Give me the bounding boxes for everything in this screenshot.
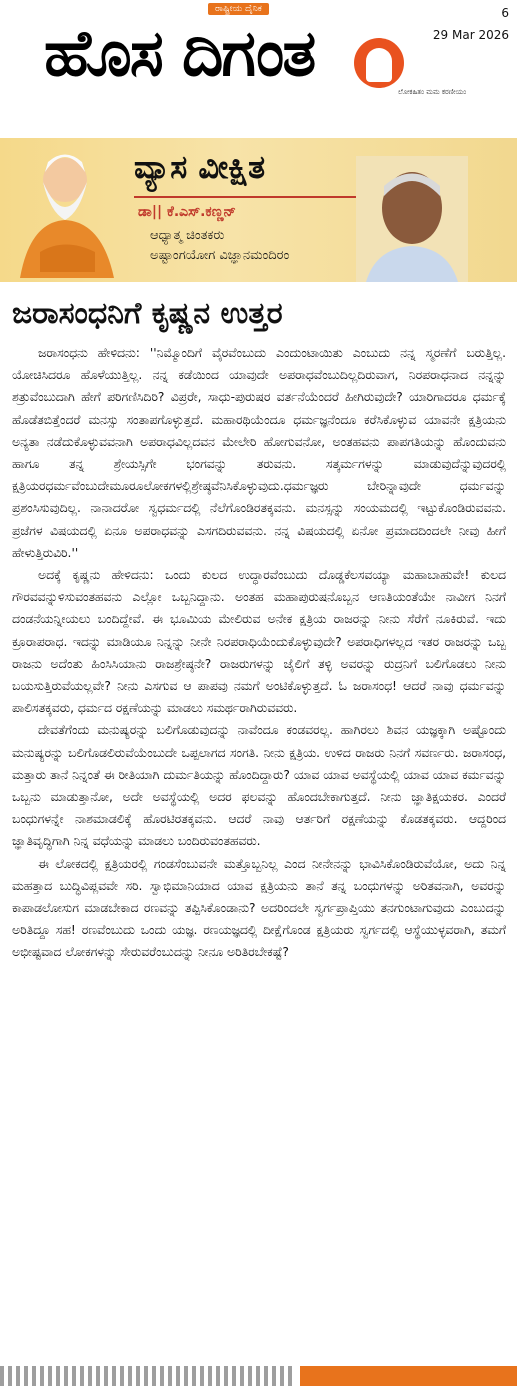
page-number: 6: [501, 6, 509, 20]
masthead: [0, 0, 517, 118]
article-paragraph: ಈ ಲೋಕದಲ್ಲಿ ಕ್ಷತ್ರಿಯರಲ್ಲಿ ಗಂಡಸೆಂಬುವನೇ ಮತ್ತೊಬ್ಬನಿಲ್ಲ ಎಂದ ನೀನೇನನ್ನು ಭಾವಿಸಿಕೊಂಡಿರುವೆಯೋ, ಅದು ನಿನ್ನ ಮಹತ್ತಾದ ಬುದ್ಧಿವಿಪ್ಲವವೇ ಸರಿ. ಸ್ವಾಭಿಮಾನಿಯಾದ ಯಾವ ಕ್ಷತ್ರಿಯನು ತಾನೆ ತನ್ನ ಬಂಧುಗಳನ್ನು ಅರಿತವನಾಗಿ, ಅವರನ್ನು ಕಾಪಾಡಲೋಸುಗ ಮಾಡಬೇಕಾದ ರಣವನ್ನು ತಪ್ಪಿಸಿಕೊಂಡಾನು? ಅದರಿಂದಲೇ ಸ್ವರ್ಗಪ್ರಾಪ್ತಿಯು ತನಗುಂಟಾಗುವುದು ಎಂಬುದನ್ನು ಅರಿತಿದ್ದೂ ಸಹ! ರಣವೆಂಬುದು ಒಂದು ಯಜ್ಞ. ರಣಯಜ್ಞದಲ್ಲಿ ದೀಕ್ಷೆಗೊಂಡ ಕ್ಷತ್ರಿಯರು ಸ್ವರ್ಗದಲ್ಲಿ ಆಸ್ಥೆಯುಳ್ಳವರಾಗಿ, ತಮಗೆ ಅಭೀಷ್ಟವಾದ ಲೋಕಗಳನ್ನು ಸೇರುವರೆಂಬುದನ್ನು ನೀನೂ ಅರಿತಿರಬೇಕಷ್ಟೆ?: [12, 856, 506, 960]
author-role: ಆಧ್ಯಾತ್ಮ ಚಿಂತಕರು: [150, 228, 225, 243]
article-body: [12, 342, 506, 964]
footer-bar: [300, 1366, 517, 1386]
issue-date: 29 Mar 2026: [432, 28, 509, 42]
figure-emblem-icon: [366, 48, 392, 82]
article-paragraph: ಅದಕ್ಕೆ ಕೃಷ್ಣನು ಹೇಳಿದನು: ಒಂದು ಕುಲದ ಉದ್ಧಾರವೆಂಬುದು ದೊಡ್ಡಕೆಲಸವಯ್ಯಾ ಮಹಾಬಾಹುವೇ! ಕುಲದ ಗೌರವವನ್ನುಳಿಸುವಂತಹವನು ಎಲ್ಲೋ ಒಬ್ಬನಿದ್ದಾನು. ಅಂತಹ ಮಹಾಪುರುಷನೊಬ್ಬನ ಆಣತಿಯಂತೆಯೇ ನಾವೀಗ ನಿನಗೆ ದಂಡನೆಯನ್ನೀಯಲು ಬಂದಿದ್ದೇವೆ. ಈ ಭೂಮಿಯ ಮೇಲಿರುವ ಅನೇಕ ಕ್ಷತ್ರಿಯ ರಾಜರನ್ನು ನೀನು ಸೆರೆಗೆ ನೂಕಿರುವೆ. ಇದು ಕ್ರೂರಾಪರಾಧ. ಇದನ್ನು ಮಾಡಿಯೂ ನಿನ್ನನ್ನು ನೀನೇ ನಿರಪರಾಧಿಯೆಂದುಕೊಳ್ಳುವುದೇ? ಅಪರಾಧಿಗಳಲ್ಲದ ಇತರ ರಾಜರನ್ನು ಒಬ್ಬ ರಾಜನು ಅದೆಂತು ಹಿಂಸಿಸಿಯಾನು ರಾಜಶ್ರೇಷ್ಠನೇ? ರಾಜರುಗಳನ್ನು ಜೈಲಿಗೆ ತಳ್ಳಿ ಅವರನ್ನು ರುದ್ರನಿಗೆ ಬಲಿಗೊಡಲು ನೀನು ಬಯಸುತ್ತಿರುವೆಯಲ್ಲವೇ? ನೀನು ಎಸಗುವ ಆ ಪಾಪವು ನಮಗೆ ಅಂಟಿಕೊಳ್ಳುತ್ತದೆ. ಓ ಜರಾಸಂಧ! ಆದರೆ ನಾವು ಧರ್ಮವನ್ನು ಪಾಲಿಸತಕ್ಕವರು, ಧರ್ಮದ ರಕ್ಷಣೆಯನ್ನು ಮಾಡಲು ಸಮರ್ಥರಾಗಿರುವವರು.: [12, 568, 506, 716]
author-name: ಡಾ|| ಕೆ.ಎಸ್.ಕಣ್ಣನ್: [138, 204, 236, 220]
tagline: ರಾಷ್ಟ್ರೀಯ ದೈನಿಕ: [208, 3, 269, 15]
article-paragraph: ದೇವತೆಗೆಂದು ಮನುಷ್ಯರನ್ನು ಬಲಿಗೊಡುವುದನ್ನು ನಾವೆಂದೂ ಕಂಡವರಲ್ಲ. ಹಾಗಿರಲು ಶಿವನ ಯಜ್ಞಕ್ಕಾಗಿ ಅಷ್ಟೊಂದು ಮನುಷ್ಯರನ್ನು ಬಲಿಗೊಡಲಿರುವೆಯೆಂಬುದೇ ಒಪ್ಪಲಾಗದ ಸಂಗತಿ. ನೀನು ಕ್ಷತ್ರಿಯ. ಉಳಿದ ರಾಜರು ನಿನಗೆ ಸವರ್ಣರು. ಜರಾಸಂಧ, ಮತ್ತಾರು ತಾನೆ ನಿನ್ನಂತೆ ಈ ರೀತಿಯಾಗಿ ದುರ್ಮತಿಯನ್ನು ಹೊಂದಿದ್ದಾರು? ಯಾವ ಯಾವ ಅವಸ್ಥೆಯಲ್ಲಿ ಯಾವ ಯಾವ ಕರ್ಮವನ್ನು ಒಬ್ಬನು ಮಾಡುತ್ತಾನೋ, ಅದೇ ಅವಸ್ಥೆಯಲ್ಲಿ ಅದರ ಫಲವನ್ನು ಹೊಂದಬೇಕಾಗುತ್ತದೆ. ನೀನು ಜ್ಞಾತಿಕ್ಷಯಕರ. ಎಂದರೆ ಬಂಧುಗಳನ್ನೇ ನಾಶಮಾಡಲಿಕ್ಕೆ ಹೊರಟಿರತಕ್ಕವನು. ಆದರೆ ನಾವು ಆರ್ತರಿಗೆ ರಕ್ಷಣೆಯನ್ನು ಕೊಡತಕ್ಕವರು. ಆದ್ದರಿಂದ ಜ್ಞಾತಿವೃದ್ಧಿಗಾಗಿ ನಿನ್ನ ವಧೆಯನ್ನು ಮಾಡಲು ಬಂದಿರುವಂತಹವರು.: [12, 723, 506, 849]
column-banner: [0, 138, 517, 282]
article-headline: ಜರಾಸಂಧನಿಗೆ ಕೃಷ್ಣನ ಉತ್ತರ: [12, 296, 283, 331]
masthead-motto: ಲೋಕಹಿತಂ ಮಮ ಕರಣೀಯಂ: [398, 88, 467, 96]
footer-stripes: [0, 1366, 296, 1386]
divider: [134, 196, 374, 198]
column-title: ವ್ಯಾಸ ವೀಕ್ಷಿತ: [134, 148, 266, 186]
author-institution: ಅಷ್ಟಾಂಗಯೋಗ ವಿಜ್ಞಾನಮಂದಿರಂ: [150, 248, 290, 263]
author-photo: [356, 156, 468, 282]
sage-illustration: [10, 142, 120, 278]
article-paragraph: ಜರಾಸಂಧನು ಹೇಳಿದನು: ''ನಿಮ್ಮೊಂದಿಗೆ ವೈರವೆಂಬುದು ಎಂದುಂಟಾಯಿತು ಎಂಬುದು ನನ್ನ ಸ್ಮರಣೆಗೆ ಬರುತ್ತಿಲ್ಲ. ಯೋಚಿಸಿದರೂ ಹೊಳೆಯುತ್ತಿಲ್ಲ. ನನ್ನ ಕಡೆಯಿಂದ ಯಾವುದೇ ಅಪರಾಧವೆಂಬುದಿಲ್ಲದಿರುವಾಗ, ನಿರಪರಾಧನಾದ ನನ್ನನ್ನು ಶತ್ರುವೆಂಬುದಾಗಿ ಹೇಗೆ ಪರಿಗಣಿಸಿದಿರಿ? ವಿಪ್ರರೇ, ಸಾಧು-ಪುರುಷರ ವರ್ತನೆಯೆಂದರೆ ಹೀಗಿರುವುದೇ? ಯಾರಿಗಾದರೂ ಧರ್ಮಕ್ಕೆ ಹೊಡೆತಬಿತ್ತೆಂದರೆ ಮನಸ್ಸು ಸಂತಾಪಗೊಳ್ಳುತ್ತದೆ. ಮಹಾರಥಿಯೆಂದೂ ಧರ್ಮಜ್ಞನೆಂದೂ ಕರೆಸಿಕೊಳ್ಳುವ ಯಾವನೇ ಕ್ಷತ್ರಿಯನು ಅನ್ಯತಾ ನಡೆದುಕೊಳ್ಳುವವನಾಗಿ ಅಪರಾಧವಿಲ್ಲದವನ ಮೇಲೇರಿ ಹೋಗುವನೋ, ಅಂತಹವನು ಪಾಪಗತಿಯನ್ನು ಹೊಂದುವನು ಹಾಗೂ ತನ್ನ ಶ್ರೇಯಸ್ಸಿಗೇ ಭಂಗವನ್ನು ತರುವನು. ಸತ್ಕರ್ಮಗಳನ್ನು ಮಾಡುವುದೆನ್ನುವುದರಲ್ಲಿ ಕ್ಷತ್ರಿಯರಧರ್ಮವೆಂಬುದೇಮೂರೂಲೋಕಗಳಲ್ಲಿಶ್ರೇಷ್ಠವೆನಿಸಿಕೊಳ್ಳುವುದು.ಧರ್ಮಜ್ಞರು ಬೇರಿನ್ನಾವುದೇ ಧರ್ಮವನ್ನು ಪ್ರಶಂಸಿಸುವುದಿಲ್ಲ. ನಾನಾದರೋ ಸ್ವಧರ್ಮದಲ್ಲಿ ನೆಲೆಗೊಂಡಿರತಕ್ಕವನು. ಮನಸ್ಸನ್ನು ಸಂಯಮದಲ್ಲಿ ಇಟ್ಟುಕೊಂಡಿರುವವನು. ಪ್ರಜೆಗಳ ವಿಷಯದಲ್ಲಿ ಏನೂ ಅಪರಾಧವನ್ನು ಎಸಗದಿರುವವನು. ನನ್ನ ವಿಷಯದಲ್ಲಿ ಏನೋ ಪ್ರಮಾದದಿಂದಲೇ ನೀವು ಹೀಗೆ ಹೇಳುತ್ತಿರುವಿರಿ.'': [12, 346, 506, 560]
newspaper-logo: ಹೊಸ ದಿಗಂತ: [44, 17, 315, 91]
